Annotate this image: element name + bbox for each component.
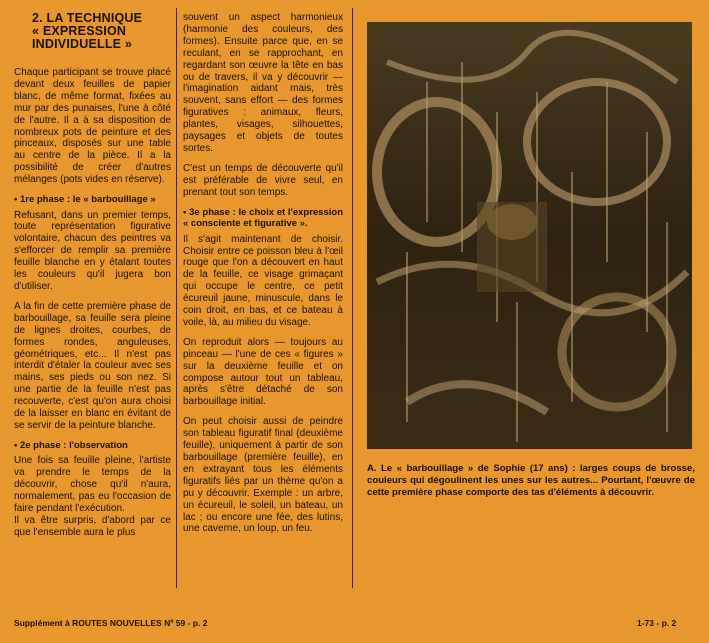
- painting-illustration: [367, 22, 692, 449]
- footer-publication: Supplément à ROUTES NOUVELLES Nº 59 - p. 2: [14, 618, 208, 628]
- paragraph: On reproduit alors — toujours au pinceau — l'une de ces « figures » sur la deuxième feuille et on compose autour tout un tableau, après s'être détaché de son barbouillage initial.: [183, 336, 343, 408]
- column-1: [14, 12, 171, 547]
- photo-caption: A. Le « barbouillage » de Sophie (17 ans) : larges coups de brosse, couleurs qui dégoulinent les unes sur les autres... Pourtant, l'œuvre de cette première phase comporte des tas d'éléments à découvrir.: [367, 463, 695, 498]
- column-rule-1: [176, 8, 177, 588]
- paragraph: Il va être surpris, d'abord par ce que l'ensemble aura le plus: [14, 514, 171, 538]
- painting-photo: [367, 22, 692, 449]
- heading-line-3: INDIVIDUELLE »: [32, 37, 133, 51]
- phase-3-heading: • 3e phase : le choix et l'expression « consciente et figurative ».: [183, 206, 343, 230]
- paragraph: On peut choisir aussi de peindre son tableau figuratif final (deuxième feuille), uniquement à partir de son barbouillage (première feuille), en en extrayant tous les éléments figuratifs liés par un thème qu'on a pu y découvrir. Exemple : un arbre, un écureuil, le soleil, un bateau, un lac ; ou encore une fée, des lutins, une caverne, un loup, un feu.: [183, 416, 343, 535]
- paragraph: C'est un temps de découverte qu'il est préférable de vivre seul, en prenant tout son temps.: [183, 162, 343, 198]
- paragraph: Une fois sa feuille pleine, l'artiste va prendre le temps de la découvrir, chose qu'il n'aura, normalement, pas eu l'occasion de faire pendant l'exécution.: [14, 455, 171, 514]
- heading-line-1: 2. LA TECHNIQUE: [32, 11, 143, 25]
- footer-page-number: 1-73 - p. 2: [637, 618, 677, 628]
- paragraph: Il s'agit maintenant de choisir. Choisir entre ce poisson bleu à l'œil rouge que l'on a découvert en haut de la feuille, ce visage grimaçant qui occupe le centre, ce petit écureuil jaune, minuscule, dans le coin droit, en bas, et ce bateau à voile, là, au milieu du visage.: [183, 233, 343, 328]
- section-heading: [14, 12, 171, 51]
- paragraph: A la fin de cette première phase de barbouillage, sa feuille sera pleine de lignes droites, courbes, de formes rondes, anguleuses, géométriques, etc... Il n'est pas interdit d'étaler la couleur avec ses mains, ses pieds ou son nez. Si une partie de la feuille n'est pas recouverte, c'est qu'on aura choisi de la laisser en blanc en évitant de se servir de la peinture blanche.: [14, 300, 171, 431]
- paragraph: Chaque participant se trouve placé devant deux feuilles de papier blanc, de même format, fixées au mur par des punaises, l'une à côté de l'autre. Il a à sa disposition de nombreux pots de peinture et des pinceaux, disposés sur une table au centre de la pièce. Il a la possibilité de créer d'autres mélanges (pots vides en réserve).: [14, 67, 171, 186]
- paragraph: souvent un aspect harmonieux (harmonie des couleurs, des formes). Ensuite parce que, en se reculant, en se rapprochant, en regardant son œuvre la tête en bas ou de travers, il va y découvrir — l'imagination aidant mais, très souvent, sans effort — des formes figuratives : animaux, fleurs, plantes, visages, silhouettes, paysages et objets de toutes sortes.: [183, 12, 343, 154]
- paragraph: Refusant, dans un premier temps, toute représentation figurative volontaire, chacun des peintres va s'efforcer de remplir sa première feuille blanche en y étalant toutes les couleurs qu'il jugera bon d'utiliser.: [14, 209, 171, 292]
- heading-line-2: « EXPRESSION: [32, 24, 127, 38]
- phase-2-heading: • 2e phase : l'observation: [14, 439, 128, 451]
- column-2: [183, 12, 343, 543]
- phase-1-heading: • 1re phase : le « barbouillage »: [14, 194, 156, 206]
- column-rule-2: [352, 8, 353, 588]
